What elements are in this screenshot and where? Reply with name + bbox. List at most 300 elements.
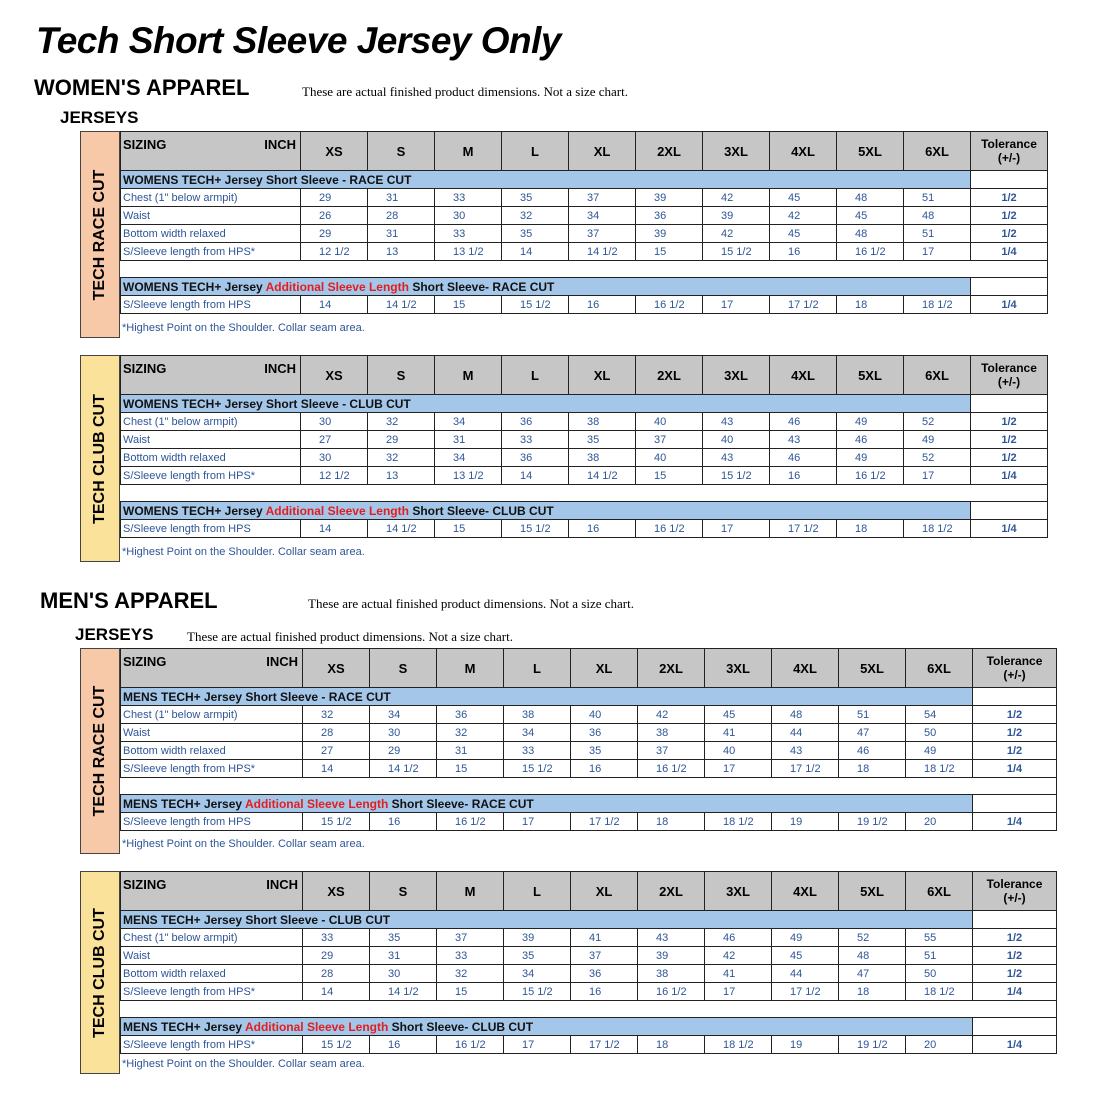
section-band — [121, 911, 1057, 929]
table-row — [121, 1036, 1057, 1054]
measure-cell: 48 — [839, 947, 906, 965]
measure-cell: 16 1/2 — [837, 467, 904, 485]
measure-cell: 43 — [772, 742, 839, 760]
measure-cell: 16 — [571, 760, 638, 778]
size-header: 5XL — [837, 132, 904, 171]
size-header: XL — [569, 356, 636, 395]
row-label: S/Sleeve length from HPS* — [121, 1036, 303, 1054]
spacer-cell — [971, 261, 1048, 278]
measure-cell: 33 — [435, 225, 502, 243]
measure-cell: 55 — [906, 929, 973, 947]
table-row — [121, 449, 1048, 467]
tolerance-cell: 1/2 — [973, 929, 1057, 947]
men-jerseys-note: These are actual finished product dimensions. Not a size chart. — [187, 629, 513, 644]
row-label: S/Sleeve length from HPS* — [121, 467, 301, 485]
header-row — [121, 649, 1057, 688]
tolerance-sign: (+/-) — [1003, 891, 1026, 905]
measure-cell: 42 — [705, 947, 772, 965]
cut-label-box — [80, 131, 120, 338]
measure-cell: 17 1/2 — [770, 296, 837, 314]
table-row — [121, 189, 1048, 207]
sizing-label: SIZING — [123, 877, 167, 892]
measure-cell: 20 — [906, 1036, 973, 1054]
men-note: These are actual finished product dimensions. Not a size chart. — [308, 596, 634, 611]
measure-cell: 40 — [703, 431, 770, 449]
women-heading: WOMEN'S APPAREL — [34, 75, 250, 100]
tolerance-cell: 1/2 — [973, 742, 1057, 760]
men-heading: MEN'S APPAREL — [40, 588, 218, 613]
size-header: M — [437, 872, 504, 911]
measure-cell: 44 — [772, 965, 839, 983]
measure-cell: 18 — [837, 520, 904, 538]
measure-cell: 15 1/2 — [502, 520, 569, 538]
cut-label: TECH CLUB CUT — [91, 907, 108, 1038]
spacer-cell — [971, 485, 1048, 502]
measure-cell: 42 — [703, 225, 770, 243]
table-row — [121, 742, 1057, 760]
measure-cell: 41 — [571, 929, 638, 947]
measure-cell: 19 — [772, 813, 839, 831]
measure-cell: 14 1/2 — [370, 983, 437, 1001]
measure-cell: 14 1/2 — [368, 520, 435, 538]
measure-cell: 37 — [569, 225, 636, 243]
measure-cell: 29 — [368, 431, 435, 449]
size-header: 5XL — [837, 356, 904, 395]
size-header: S — [370, 649, 437, 688]
measure-cell: 15 1/2 — [504, 760, 571, 778]
band-title-additional — [121, 1018, 973, 1036]
page-title: Tech Short Sleeve Jersey Only — [36, 20, 561, 61]
band-title-additional — [121, 502, 971, 520]
size-header: XS — [301, 356, 368, 395]
measure-cell: 38 — [569, 413, 636, 431]
measure-cell: 16 — [569, 520, 636, 538]
tolerance-cell: 1/2 — [971, 449, 1048, 467]
size-header: 2XL — [636, 132, 703, 171]
size-header: 6XL — [904, 356, 971, 395]
table-row — [121, 413, 1048, 431]
spacer-cell — [973, 1001, 1057, 1018]
measure-cell: 28 — [303, 965, 370, 983]
band-title: WOMENS TECH+ Jersey Short Sleeve - RACE CUT — [121, 171, 971, 189]
measure-cell: 13 — [368, 243, 435, 261]
measure-cell: 14 1/2 — [370, 760, 437, 778]
measure-cell: 37 — [437, 929, 504, 947]
measure-cell: 51 — [904, 189, 971, 207]
size-header: XL — [569, 132, 636, 171]
spacer-row — [121, 1001, 1057, 1018]
measure-cell: 18 1/2 — [705, 1036, 772, 1054]
measure-cell: 16 — [370, 813, 437, 831]
measure-cell: 18 1/2 — [904, 520, 971, 538]
measure-cell: 17 1/2 — [571, 1036, 638, 1054]
measure-cell: 39 — [504, 929, 571, 947]
measure-cell: 30 — [301, 449, 368, 467]
band-short-sleeve: Short Sleeve- — [391, 796, 469, 811]
band-short-sleeve: Short Sleeve- — [412, 279, 490, 294]
measure-cell: 12 1/2 — [301, 467, 368, 485]
measure-cell: 51 — [906, 947, 973, 965]
measure-cell: 50 — [906, 724, 973, 742]
measure-cell: 14 1/2 — [569, 243, 636, 261]
size-table — [120, 871, 1057, 1054]
size-header: 3XL — [703, 132, 770, 171]
spacer-cell — [121, 261, 971, 278]
measure-cell: 45 — [770, 189, 837, 207]
measure-cell: 52 — [904, 413, 971, 431]
measure-cell: 33 — [437, 947, 504, 965]
measure-cell: 46 — [839, 742, 906, 760]
measure-cell: 31 — [435, 431, 502, 449]
size-table — [120, 131, 1048, 314]
table-row — [121, 813, 1057, 831]
measure-cell: 15 — [437, 983, 504, 1001]
size-header: 2XL — [638, 872, 705, 911]
measure-cell: 16 1/2 — [636, 296, 703, 314]
measure-cell: 18 1/2 — [906, 983, 973, 1001]
band-cut: RACE CUT — [492, 279, 555, 294]
header-row — [121, 356, 1048, 395]
measure-cell: 15 1/2 — [303, 1036, 370, 1054]
measure-cell: 35 — [502, 225, 569, 243]
row-label: Waist — [121, 207, 301, 225]
measure-cell: 49 — [904, 431, 971, 449]
size-header: S — [368, 132, 435, 171]
measure-cell: 40 — [571, 706, 638, 724]
band-blank — [973, 795, 1057, 813]
measure-cell: 51 — [839, 706, 906, 724]
row-label: S/Sleeve length from HPS* — [121, 983, 303, 1001]
size-header: M — [435, 356, 502, 395]
measure-cell: 13 1/2 — [435, 243, 502, 261]
row-label: Chest (1" below armpit) — [121, 413, 301, 431]
measure-cell: 15 — [435, 296, 502, 314]
spacer-cell — [121, 778, 973, 795]
measure-cell: 46 — [837, 431, 904, 449]
cut-label-box — [80, 355, 120, 562]
cut-label: TECH RACE CUT — [91, 685, 108, 817]
size-table — [120, 648, 1057, 831]
size-header: M — [437, 649, 504, 688]
table-row — [121, 520, 1048, 538]
cut-label: TECH CLUB CUT — [91, 393, 108, 524]
tolerance-header — [973, 872, 1057, 911]
measure-cell: 43 — [770, 431, 837, 449]
size-header: 3XL — [705, 872, 772, 911]
measure-cell: 30 — [370, 724, 437, 742]
men-jerseys-label: JERSEYS — [75, 625, 154, 644]
band-blank — [973, 688, 1057, 706]
tolerance-cell: 1/2 — [973, 947, 1057, 965]
measure-cell: 45 — [837, 207, 904, 225]
band-additional: Additional Sleeve Length — [244, 1019, 389, 1034]
measure-cell: 49 — [772, 929, 839, 947]
inch-label: INCH — [264, 137, 296, 152]
size-header: 2XL — [636, 356, 703, 395]
measure-cell: 34 — [435, 449, 502, 467]
table-row — [121, 760, 1057, 778]
measure-cell: 37 — [571, 947, 638, 965]
band-blank — [971, 171, 1048, 189]
measure-cell: 27 — [303, 742, 370, 760]
measure-cell: 49 — [837, 449, 904, 467]
measure-cell: 15 1/2 — [502, 296, 569, 314]
spacer-row — [121, 778, 1057, 795]
measure-cell: 35 — [502, 189, 569, 207]
band-title: MENS TECH+ Jersey Short Sleeve - CLUB CUT — [121, 911, 973, 929]
measure-cell: 16 1/2 — [437, 1036, 504, 1054]
measure-cell: 20 — [906, 813, 973, 831]
measure-cell: 17 1/2 — [772, 760, 839, 778]
size-header: 3XL — [705, 649, 772, 688]
section-band-additional — [121, 502, 1048, 520]
measure-cell: 48 — [837, 189, 904, 207]
measure-cell: 19 1/2 — [839, 1036, 906, 1054]
measure-cell: 29 — [301, 189, 368, 207]
measure-cell: 17 — [504, 1036, 571, 1054]
band-prefix: MENS TECH+ Jersey — [123, 796, 243, 811]
measure-cell: 35 — [370, 929, 437, 947]
table-row — [121, 207, 1048, 225]
size-header: L — [502, 132, 569, 171]
sizing-header — [121, 649, 303, 688]
measure-cell: 30 — [370, 965, 437, 983]
sizing-header — [121, 132, 301, 171]
row-label: Waist — [121, 947, 303, 965]
measure-cell: 16 1/2 — [837, 243, 904, 261]
measure-cell: 27 — [301, 431, 368, 449]
measure-cell: 41 — [705, 965, 772, 983]
size-header: L — [504, 649, 571, 688]
measure-cell: 31 — [370, 947, 437, 965]
measure-cell: 14 — [502, 467, 569, 485]
measure-cell: 18 — [837, 296, 904, 314]
tolerance-cell: 1/2 — [971, 189, 1048, 207]
measure-cell: 33 — [303, 929, 370, 947]
sizing-label: SIZING — [123, 137, 167, 152]
footnote: *Highest Point on the Shoulder. Collar seam area. — [122, 322, 365, 334]
measure-cell: 13 — [368, 467, 435, 485]
row-label: Bottom width relaxed — [121, 742, 303, 760]
table-row — [121, 965, 1057, 983]
measure-cell: 44 — [772, 724, 839, 742]
measure-cell: 14 — [502, 243, 569, 261]
measure-cell: 30 — [435, 207, 502, 225]
row-label: Waist — [121, 724, 303, 742]
measure-cell: 52 — [904, 449, 971, 467]
measure-cell: 15 — [437, 760, 504, 778]
table-row — [121, 467, 1048, 485]
measure-cell: 48 — [837, 225, 904, 243]
measure-cell: 16 — [770, 243, 837, 261]
table-row — [121, 947, 1057, 965]
row-label: Bottom width relaxed — [121, 965, 303, 983]
row-label: S/Sleeve length from HPS — [121, 813, 303, 831]
measure-cell: 47 — [839, 724, 906, 742]
cut-label-box — [80, 871, 120, 1074]
measure-cell: 17 — [703, 520, 770, 538]
row-label: S/Sleeve length from HPS* — [121, 243, 301, 261]
measure-cell: 17 — [904, 467, 971, 485]
measure-cell: 18 — [638, 1036, 705, 1054]
measure-cell: 31 — [437, 742, 504, 760]
section-band — [121, 688, 1057, 706]
size-header: 3XL — [703, 356, 770, 395]
measure-cell: 50 — [906, 965, 973, 983]
size-header: 6XL — [906, 649, 973, 688]
section-band-additional — [121, 278, 1048, 296]
measure-cell: 45 — [770, 225, 837, 243]
measure-cell: 48 — [904, 207, 971, 225]
measure-cell: 51 — [904, 225, 971, 243]
measure-cell: 15 1/2 — [303, 813, 370, 831]
tolerance-cell: 1/4 — [973, 813, 1057, 831]
measure-cell: 18 1/2 — [906, 760, 973, 778]
measure-cell: 39 — [703, 207, 770, 225]
tolerance-label: Tolerance — [986, 877, 1043, 891]
measure-cell: 17 — [904, 243, 971, 261]
measure-cell: 15 1/2 — [504, 983, 571, 1001]
size-header: L — [504, 872, 571, 911]
band-title-additional — [121, 795, 973, 813]
row-label: S/Sleeve length from HPS — [121, 296, 301, 314]
band-additional: Additional Sleeve Length — [244, 796, 389, 811]
tolerance-sign: (+/-) — [997, 375, 1021, 389]
measure-cell: 31 — [368, 225, 435, 243]
measure-cell: 38 — [638, 965, 705, 983]
measure-cell: 34 — [569, 207, 636, 225]
measure-cell: 35 — [569, 431, 636, 449]
women-note: These are actual finished product dimensions. Not a size chart. — [302, 84, 628, 99]
measure-cell: 16 1/2 — [638, 760, 705, 778]
table-row — [121, 431, 1048, 449]
row-label: S/Sleeve length from HPS* — [121, 760, 303, 778]
band-prefix: WOMENS TECH+ Jersey — [123, 503, 263, 518]
measure-cell: 29 — [301, 225, 368, 243]
size-header: XL — [571, 872, 638, 911]
measure-cell: 52 — [839, 929, 906, 947]
measure-cell: 39 — [636, 225, 703, 243]
tolerance-header — [973, 649, 1057, 688]
spacer-cell — [121, 1001, 973, 1018]
measure-cell: 43 — [703, 413, 770, 431]
measure-cell: 14 1/2 — [569, 467, 636, 485]
measure-cell: 17 — [705, 983, 772, 1001]
band-additional: Additional Sleeve Length — [265, 503, 409, 518]
inch-label: INCH — [266, 877, 298, 892]
measure-cell: 35 — [571, 742, 638, 760]
measure-cell: 15 — [636, 243, 703, 261]
table-row — [121, 724, 1057, 742]
table-row — [121, 706, 1057, 724]
sizing-header — [121, 356, 301, 395]
measure-cell: 42 — [770, 207, 837, 225]
spacer-cell — [973, 778, 1057, 795]
measure-cell: 19 1/2 — [839, 813, 906, 831]
sizing-label: SIZING — [123, 361, 167, 376]
sizing-header — [121, 872, 303, 911]
band-blank — [971, 278, 1048, 296]
footnote: *Highest Point on the Shoulder. Collar seam area. — [122, 546, 365, 558]
measure-cell: 13 1/2 — [435, 467, 502, 485]
women-jerseys-label: JERSEYS — [60, 108, 139, 127]
footnote: *Highest Point on the Shoulder. Collar seam area. — [122, 838, 365, 850]
spacer-cell — [121, 485, 971, 502]
measure-cell: 40 — [636, 413, 703, 431]
measure-cell: 17 — [703, 296, 770, 314]
size-header: 4XL — [770, 356, 837, 395]
measure-cell: 28 — [303, 724, 370, 742]
size-header: 4XL — [772, 649, 839, 688]
size-table — [120, 355, 1048, 538]
inch-label: INCH — [264, 361, 296, 376]
band-additional: Additional Sleeve Length — [265, 279, 409, 294]
tolerance-cell: 1/4 — [973, 760, 1057, 778]
row-label: Chest (1" below armpit) — [121, 706, 303, 724]
measure-cell: 32 — [303, 706, 370, 724]
row-label: Chest (1" below armpit) — [121, 929, 303, 947]
size-header: 6XL — [906, 872, 973, 911]
measure-cell: 14 — [301, 296, 368, 314]
band-short-sleeve: Short Sleeve- — [391, 1019, 469, 1034]
section-band — [121, 171, 1048, 189]
measure-cell: 16 1/2 — [636, 520, 703, 538]
measure-cell: 16 — [571, 983, 638, 1001]
tolerance-sign: (+/-) — [997, 151, 1021, 165]
measure-cell: 18 — [839, 983, 906, 1001]
size-header: S — [370, 872, 437, 911]
tolerance-cell: 1/4 — [971, 467, 1048, 485]
size-header: M — [435, 132, 502, 171]
measure-cell: 17 — [504, 813, 571, 831]
measure-cell: 34 — [504, 965, 571, 983]
size-header: XS — [301, 132, 368, 171]
row-label: Bottom width relaxed — [121, 225, 301, 243]
band-prefix: MENS TECH+ Jersey — [123, 1019, 243, 1034]
tolerance-cell: 1/4 — [971, 243, 1048, 261]
measure-cell: 43 — [638, 929, 705, 947]
measure-cell: 18 — [839, 760, 906, 778]
tolerance-cell: 1/2 — [971, 225, 1048, 243]
band-cut: CLUB CUT — [492, 503, 554, 518]
size-header: XL — [571, 649, 638, 688]
measure-cell: 31 — [368, 189, 435, 207]
row-label: S/Sleeve length from HPS — [121, 520, 301, 538]
measure-cell: 18 — [638, 813, 705, 831]
measure-cell: 45 — [705, 706, 772, 724]
measure-cell: 37 — [636, 431, 703, 449]
measure-cell: 32 — [502, 207, 569, 225]
inch-label: INCH — [266, 654, 298, 669]
tolerance-cell: 1/2 — [973, 965, 1057, 983]
measure-cell: 39 — [638, 947, 705, 965]
measure-cell: 16 — [569, 296, 636, 314]
table-row — [121, 243, 1048, 261]
measure-cell: 38 — [504, 706, 571, 724]
measure-cell: 43 — [703, 449, 770, 467]
measure-cell: 16 — [770, 467, 837, 485]
size-header: 4XL — [770, 132, 837, 171]
tolerance-label: Tolerance — [981, 137, 1037, 151]
measure-cell: 35 — [504, 947, 571, 965]
band-cut: CLUB CUT — [471, 1019, 534, 1034]
measure-cell: 15 — [636, 467, 703, 485]
band-title-additional — [121, 278, 971, 296]
size-header: 5XL — [839, 872, 906, 911]
table-row — [121, 296, 1048, 314]
tolerance-label: Tolerance — [981, 361, 1037, 375]
footnote: *Highest Point on the Shoulder. Collar seam area. — [122, 1058, 365, 1070]
